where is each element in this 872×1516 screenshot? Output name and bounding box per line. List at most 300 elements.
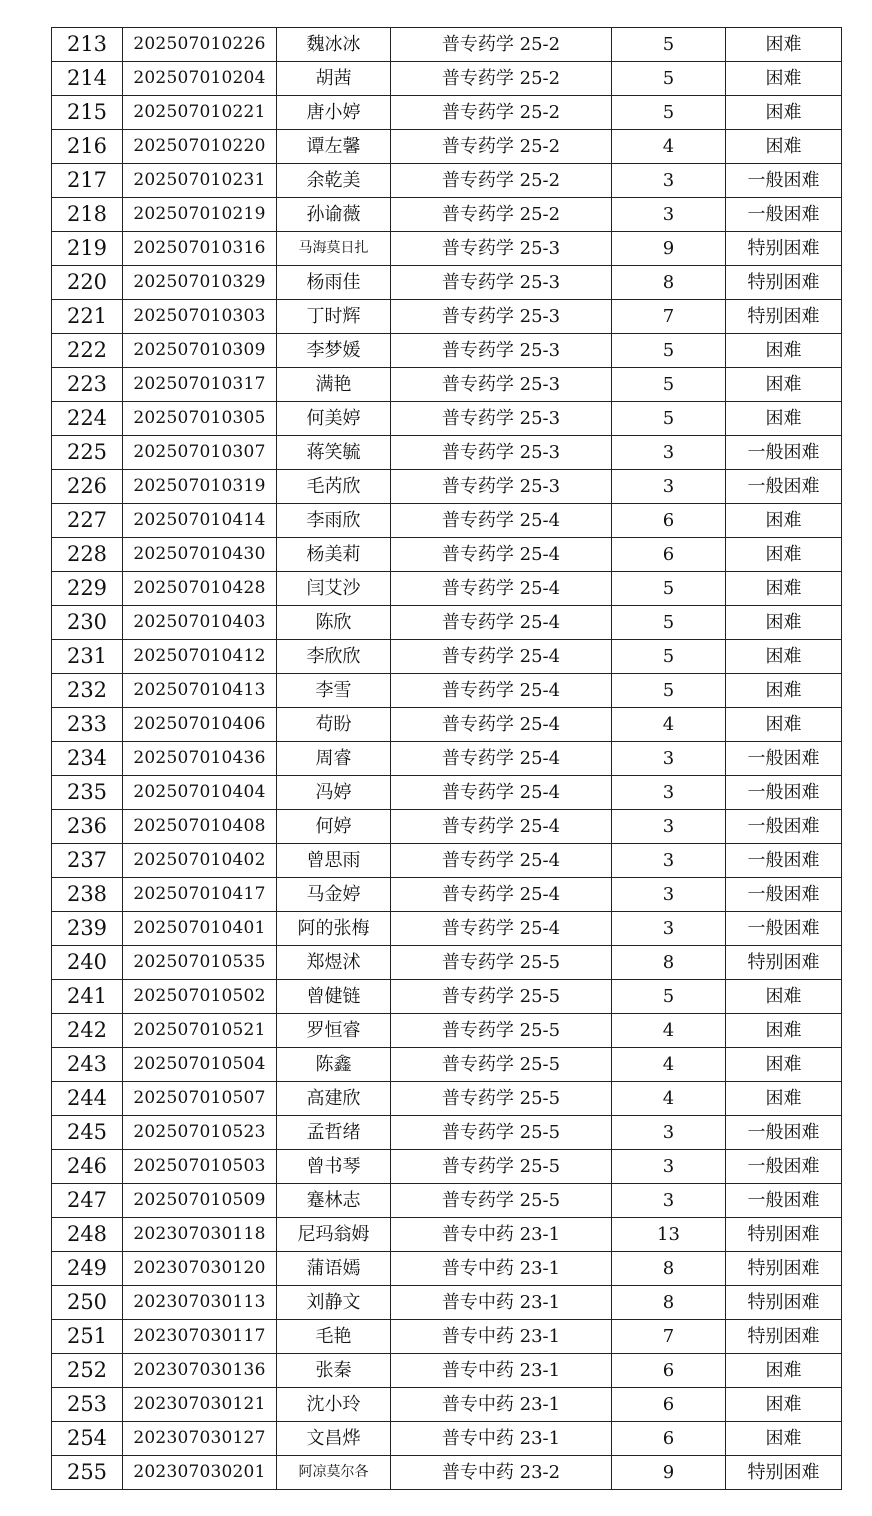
student-name-cell: 尼玛翁姆 [277,1218,391,1252]
student-id-cell: 202507010413 [123,674,277,708]
student-name-cell: 苟盼 [277,708,391,742]
student-id-cell: 202507010305 [123,402,277,436]
student-id-cell: 202507010316 [123,232,277,266]
class-name-cell: 普专药学 25-5 [391,1184,612,1218]
score-cell: 8 [612,1252,726,1286]
score-cell: 4 [612,130,726,164]
student-id-cell: 202307030121 [123,1388,277,1422]
row-number-cell: 238 [52,878,123,912]
row-number-cell: 231 [52,640,123,674]
score-cell: 5 [612,62,726,96]
difficulty-level-cell: 困难 [726,1422,842,1456]
difficulty-level-cell: 困难 [726,606,842,640]
class-name-cell: 普专药学 25-4 [391,810,612,844]
table-row [52,1048,842,1082]
student-id-cell: 202507010307 [123,436,277,470]
row-number-cell: 218 [52,198,123,232]
row-number-cell: 249 [52,1252,123,1286]
difficulty-level-cell: 困难 [726,402,842,436]
student-id-cell: 202507010319 [123,470,277,504]
score-cell: 3 [612,436,726,470]
row-number-cell: 227 [52,504,123,538]
student-id-cell: 202507010220 [123,130,277,164]
student-id-cell: 202507010412 [123,640,277,674]
student-id-cell: 202507010521 [123,1014,277,1048]
table-row [52,572,842,606]
table-row [52,776,842,810]
student-name-cell: 郑煜沭 [277,946,391,980]
difficulty-level-cell: 一般困难 [726,436,842,470]
row-number-cell: 247 [52,1184,123,1218]
row-number-cell: 229 [52,572,123,606]
difficulty-level-cell: 困难 [726,980,842,1014]
class-name-cell: 普专药学 25-4 [391,742,612,776]
score-cell: 6 [612,1354,726,1388]
class-name-cell: 普专药学 25-4 [391,504,612,538]
student-id-cell: 202507010226 [123,28,277,62]
table-row [52,606,842,640]
student-id-cell: 202507010403 [123,606,277,640]
class-name-cell: 普专药学 25-5 [391,1116,612,1150]
score-cell: 3 [612,742,726,776]
class-name-cell: 普专药学 25-2 [391,198,612,232]
student-name-cell: 蒋笑毓 [277,436,391,470]
student-name-cell: 闫艾沙 [277,572,391,606]
class-name-cell: 普专中药 23-1 [391,1388,612,1422]
table-row [52,1320,842,1354]
row-number-cell: 251 [52,1320,123,1354]
row-number-cell: 237 [52,844,123,878]
class-name-cell: 普专药学 25-5 [391,1082,612,1116]
table-row [52,62,842,96]
difficulty-level-cell: 一般困难 [726,912,842,946]
student-name-cell: 冯婷 [277,776,391,810]
row-number-cell: 224 [52,402,123,436]
table-row [52,1082,842,1116]
row-number-cell: 241 [52,980,123,1014]
difficulty-level-cell: 一般困难 [726,810,842,844]
table-row [52,1252,842,1286]
student-name-cell: 毛芮欣 [277,470,391,504]
student-name-cell: 李雨欣 [277,504,391,538]
student-id-cell: 202507010504 [123,1048,277,1082]
difficulty-level-cell: 困难 [726,1388,842,1422]
score-cell: 8 [612,946,726,980]
class-name-cell: 普专药学 25-4 [391,538,612,572]
student-id-cell: 202507010408 [123,810,277,844]
row-number-cell: 233 [52,708,123,742]
class-name-cell: 普专药学 25-3 [391,402,612,436]
class-name-cell: 普专药学 25-2 [391,62,612,96]
score-cell: 8 [612,1286,726,1320]
table-row [52,878,842,912]
table-row [52,810,842,844]
difficulty-level-cell: 一般困难 [726,742,842,776]
score-cell: 3 [612,470,726,504]
student-id-cell: 202507010404 [123,776,277,810]
score-cell: 4 [612,1014,726,1048]
difficulty-level-cell: 困难 [726,368,842,402]
difficulty-level-cell: 特别困难 [726,1320,842,1354]
student-name-cell: 马海莫日扎 [277,232,391,266]
table-row [52,368,842,402]
student-name-cell: 余乾美 [277,164,391,198]
class-name-cell: 普专药学 25-3 [391,300,612,334]
table-row [52,436,842,470]
score-cell: 5 [612,980,726,1014]
student-name-cell: 魏冰冰 [277,28,391,62]
class-name-cell: 普专中药 23-2 [391,1456,612,1490]
row-number-cell: 223 [52,368,123,402]
class-name-cell: 普专中药 23-1 [391,1354,612,1388]
table-body [52,28,842,1490]
class-name-cell: 普专药学 25-4 [391,674,612,708]
student-id-cell: 202307030201 [123,1456,277,1490]
student-name-cell: 刘静文 [277,1286,391,1320]
row-number-cell: 222 [52,334,123,368]
difficulty-level-cell: 特别困难 [726,300,842,334]
difficulty-level-cell: 特别困难 [726,1252,842,1286]
score-cell: 3 [612,1184,726,1218]
score-cell: 5 [612,402,726,436]
student-id-cell: 202307030117 [123,1320,277,1354]
student-id-cell: 202507010414 [123,504,277,538]
student-name-cell: 何美婷 [277,402,391,436]
table-row [52,742,842,776]
difficulty-level-cell: 困难 [726,572,842,606]
student-id-cell: 202507010303 [123,300,277,334]
difficulty-level-cell: 困难 [726,28,842,62]
difficulty-level-cell: 困难 [726,708,842,742]
score-cell: 6 [612,1388,726,1422]
row-number-cell: 230 [52,606,123,640]
student-id-cell: 202507010317 [123,368,277,402]
difficulty-level-cell: 困难 [726,96,842,130]
table-row [52,708,842,742]
row-number-cell: 250 [52,1286,123,1320]
table-row [52,1388,842,1422]
difficulty-level-cell: 困难 [726,1048,842,1082]
row-number-cell: 246 [52,1150,123,1184]
row-number-cell: 236 [52,810,123,844]
student-id-cell: 202307030120 [123,1252,277,1286]
score-cell: 7 [612,1320,726,1354]
student-id-cell: 202307030136 [123,1354,277,1388]
row-number-cell: 228 [52,538,123,572]
table-row [52,130,842,164]
difficulty-level-cell: 困难 [726,1354,842,1388]
student-id-cell: 202307030118 [123,1218,277,1252]
table-row [52,1286,842,1320]
table-row [52,1116,842,1150]
table-row [52,402,842,436]
table-row [52,538,842,572]
student-name-cell: 李梦媛 [277,334,391,368]
student-name-cell: 张秦 [277,1354,391,1388]
table-row [52,96,842,130]
class-name-cell: 普专中药 23-1 [391,1286,612,1320]
student-id-cell: 202507010509 [123,1184,277,1218]
table-row [52,1184,842,1218]
student-id-cell: 202507010417 [123,878,277,912]
difficulty-level-cell: 困难 [726,62,842,96]
table-row [52,504,842,538]
student-name-cell: 陈欣 [277,606,391,640]
score-cell: 3 [612,164,726,198]
score-cell: 4 [612,1048,726,1082]
table-row [52,266,842,300]
row-number-cell: 239 [52,912,123,946]
student-id-cell: 202507010219 [123,198,277,232]
difficulty-level-cell: 特别困难 [726,232,842,266]
difficulty-level-cell: 困难 [726,640,842,674]
score-cell: 4 [612,1082,726,1116]
table-row [52,1456,842,1490]
row-number-cell: 215 [52,96,123,130]
score-cell: 5 [612,572,726,606]
student-name-cell: 曾书琴 [277,1150,391,1184]
row-number-cell: 226 [52,470,123,504]
row-number-cell: 221 [52,300,123,334]
student-id-cell: 202507010535 [123,946,277,980]
score-cell: 3 [612,198,726,232]
class-name-cell: 普专药学 25-4 [391,708,612,742]
student-name-cell: 何婷 [277,810,391,844]
class-name-cell: 普专药学 25-4 [391,878,612,912]
student-name-cell: 周睿 [277,742,391,776]
class-name-cell: 普专药学 25-4 [391,912,612,946]
row-number-cell: 234 [52,742,123,776]
row-number-cell: 217 [52,164,123,198]
student-id-cell: 202507010430 [123,538,277,572]
row-number-cell: 252 [52,1354,123,1388]
row-number-cell: 235 [52,776,123,810]
difficulty-level-cell: 一般困难 [726,1184,842,1218]
row-number-cell: 225 [52,436,123,470]
class-name-cell: 普专药学 25-2 [391,28,612,62]
score-cell: 7 [612,300,726,334]
student-name-cell: 满艳 [277,368,391,402]
class-name-cell: 普专药学 25-2 [391,164,612,198]
difficulty-level-cell: 困难 [726,1014,842,1048]
student-id-cell: 202507010502 [123,980,277,1014]
row-number-cell: 214 [52,62,123,96]
student-id-cell: 202507010523 [123,1116,277,1150]
row-number-cell: 242 [52,1014,123,1048]
class-name-cell: 普专药学 25-5 [391,1048,612,1082]
class-name-cell: 普专中药 23-1 [391,1218,612,1252]
score-cell: 3 [612,776,726,810]
class-name-cell: 普专药学 25-4 [391,606,612,640]
class-name-cell: 普专药学 25-5 [391,1150,612,1184]
row-number-cell: 248 [52,1218,123,1252]
class-name-cell: 普专药学 25-5 [391,946,612,980]
student-name-cell: 蹇林志 [277,1184,391,1218]
student-id-cell: 202307030113 [123,1286,277,1320]
table-row [52,28,842,62]
table-row [52,946,842,980]
score-cell: 5 [612,640,726,674]
row-number-cell: 213 [52,28,123,62]
table-row [52,1218,842,1252]
student-id-cell: 202507010329 [123,266,277,300]
table-row [52,640,842,674]
score-cell: 4 [612,708,726,742]
student-name-cell: 马金婷 [277,878,391,912]
difficulty-level-cell: 困难 [726,538,842,572]
row-number-cell: 219 [52,232,123,266]
difficulty-level-cell: 困难 [726,674,842,708]
row-number-cell: 240 [52,946,123,980]
table-row [52,912,842,946]
table-row [52,1422,842,1456]
student-name-cell: 蒲语嫣 [277,1252,391,1286]
student-name-cell: 高建欣 [277,1082,391,1116]
row-number-cell: 255 [52,1456,123,1490]
table-row [52,674,842,708]
score-cell: 3 [612,912,726,946]
table-row [52,300,842,334]
class-name-cell: 普专药学 25-4 [391,776,612,810]
difficulty-level-cell: 困难 [726,334,842,368]
table-row [52,1150,842,1184]
class-name-cell: 普专中药 23-1 [391,1422,612,1456]
class-name-cell: 普专药学 25-5 [391,1014,612,1048]
difficulty-level-cell: 一般困难 [726,844,842,878]
difficulty-level-cell: 困难 [726,1082,842,1116]
score-cell: 3 [612,878,726,912]
student-id-cell: 202507010401 [123,912,277,946]
student-id-cell: 202307030127 [123,1422,277,1456]
student-name-cell: 孟哲绪 [277,1116,391,1150]
class-name-cell: 普专药学 25-3 [391,232,612,266]
class-name-cell: 普专药学 25-4 [391,572,612,606]
difficulty-level-cell: 一般困难 [726,470,842,504]
score-cell: 6 [612,1422,726,1456]
student-id-cell: 202507010204 [123,62,277,96]
class-name-cell: 普专药学 25-3 [391,436,612,470]
student-name-cell: 杨雨佳 [277,266,391,300]
student-name-cell: 文昌烨 [277,1422,391,1456]
student-table-container [51,27,842,1490]
student-name-cell: 罗恒睿 [277,1014,391,1048]
difficulty-level-cell: 特别困难 [726,1286,842,1320]
table-row [52,164,842,198]
student-name-cell: 唐小婷 [277,96,391,130]
score-cell: 3 [612,810,726,844]
student-name-cell: 曾思雨 [277,844,391,878]
table-row [52,470,842,504]
difficulty-level-cell: 困难 [726,504,842,538]
table-row [52,980,842,1014]
student-name-cell: 曾健链 [277,980,391,1014]
score-cell: 5 [612,606,726,640]
student-table [51,27,842,1490]
score-cell: 3 [612,844,726,878]
score-cell: 5 [612,28,726,62]
student-name-cell: 李雪 [277,674,391,708]
student-id-cell: 202507010428 [123,572,277,606]
score-cell: 5 [612,368,726,402]
student-name-cell: 丁时辉 [277,300,391,334]
difficulty-level-cell: 一般困难 [726,1116,842,1150]
student-id-cell: 202507010402 [123,844,277,878]
score-cell: 5 [612,674,726,708]
class-name-cell: 普专中药 23-1 [391,1252,612,1286]
difficulty-level-cell: 特别困难 [726,946,842,980]
difficulty-level-cell: 一般困难 [726,198,842,232]
difficulty-level-cell: 特别困难 [726,1456,842,1490]
student-name-cell: 阿凉莫尔各 [277,1456,391,1490]
table-row [52,334,842,368]
score-cell: 5 [612,334,726,368]
student-name-cell: 阿的张梅 [277,912,391,946]
table-row [52,844,842,878]
student-name-cell: 谭左馨 [277,130,391,164]
difficulty-level-cell: 困难 [726,130,842,164]
score-cell: 9 [612,232,726,266]
student-id-cell: 202507010406 [123,708,277,742]
score-cell: 3 [612,1150,726,1184]
table-row [52,232,842,266]
table-row [52,1014,842,1048]
score-cell: 5 [612,96,726,130]
class-name-cell: 普专药学 25-3 [391,266,612,300]
row-number-cell: 244 [52,1082,123,1116]
student-id-cell: 202507010436 [123,742,277,776]
row-number-cell: 245 [52,1116,123,1150]
student-name-cell: 李欣欣 [277,640,391,674]
student-name-cell: 沈小玲 [277,1388,391,1422]
row-number-cell: 253 [52,1388,123,1422]
score-cell: 6 [612,538,726,572]
score-cell: 9 [612,1456,726,1490]
difficulty-level-cell: 一般困难 [726,164,842,198]
student-name-cell: 孙谕薇 [277,198,391,232]
class-name-cell: 普专药学 25-3 [391,368,612,402]
score-cell: 8 [612,266,726,300]
difficulty-level-cell: 特别困难 [726,1218,842,1252]
class-name-cell: 普专药学 25-2 [391,130,612,164]
difficulty-level-cell: 一般困难 [726,776,842,810]
student-id-cell: 202507010507 [123,1082,277,1116]
difficulty-level-cell: 一般困难 [726,1150,842,1184]
student-name-cell: 毛艳 [277,1320,391,1354]
class-name-cell: 普专中药 23-1 [391,1320,612,1354]
difficulty-level-cell: 一般困难 [726,878,842,912]
score-cell: 13 [612,1218,726,1252]
difficulty-level-cell: 特别困难 [726,266,842,300]
table-row [52,198,842,232]
student-id-cell: 202507010503 [123,1150,277,1184]
student-id-cell: 202507010231 [123,164,277,198]
table-row [52,1354,842,1388]
class-name-cell: 普专药学 25-3 [391,334,612,368]
student-id-cell: 202507010309 [123,334,277,368]
class-name-cell: 普专药学 25-5 [391,980,612,1014]
class-name-cell: 普专药学 25-4 [391,640,612,674]
row-number-cell: 232 [52,674,123,708]
class-name-cell: 普专药学 25-3 [391,470,612,504]
student-name-cell: 杨美莉 [277,538,391,572]
score-cell: 6 [612,504,726,538]
student-id-cell: 202507010221 [123,96,277,130]
student-name-cell: 陈鑫 [277,1048,391,1082]
row-number-cell: 220 [52,266,123,300]
score-cell: 3 [612,1116,726,1150]
class-name-cell: 普专药学 25-4 [391,844,612,878]
class-name-cell: 普专药学 25-2 [391,96,612,130]
